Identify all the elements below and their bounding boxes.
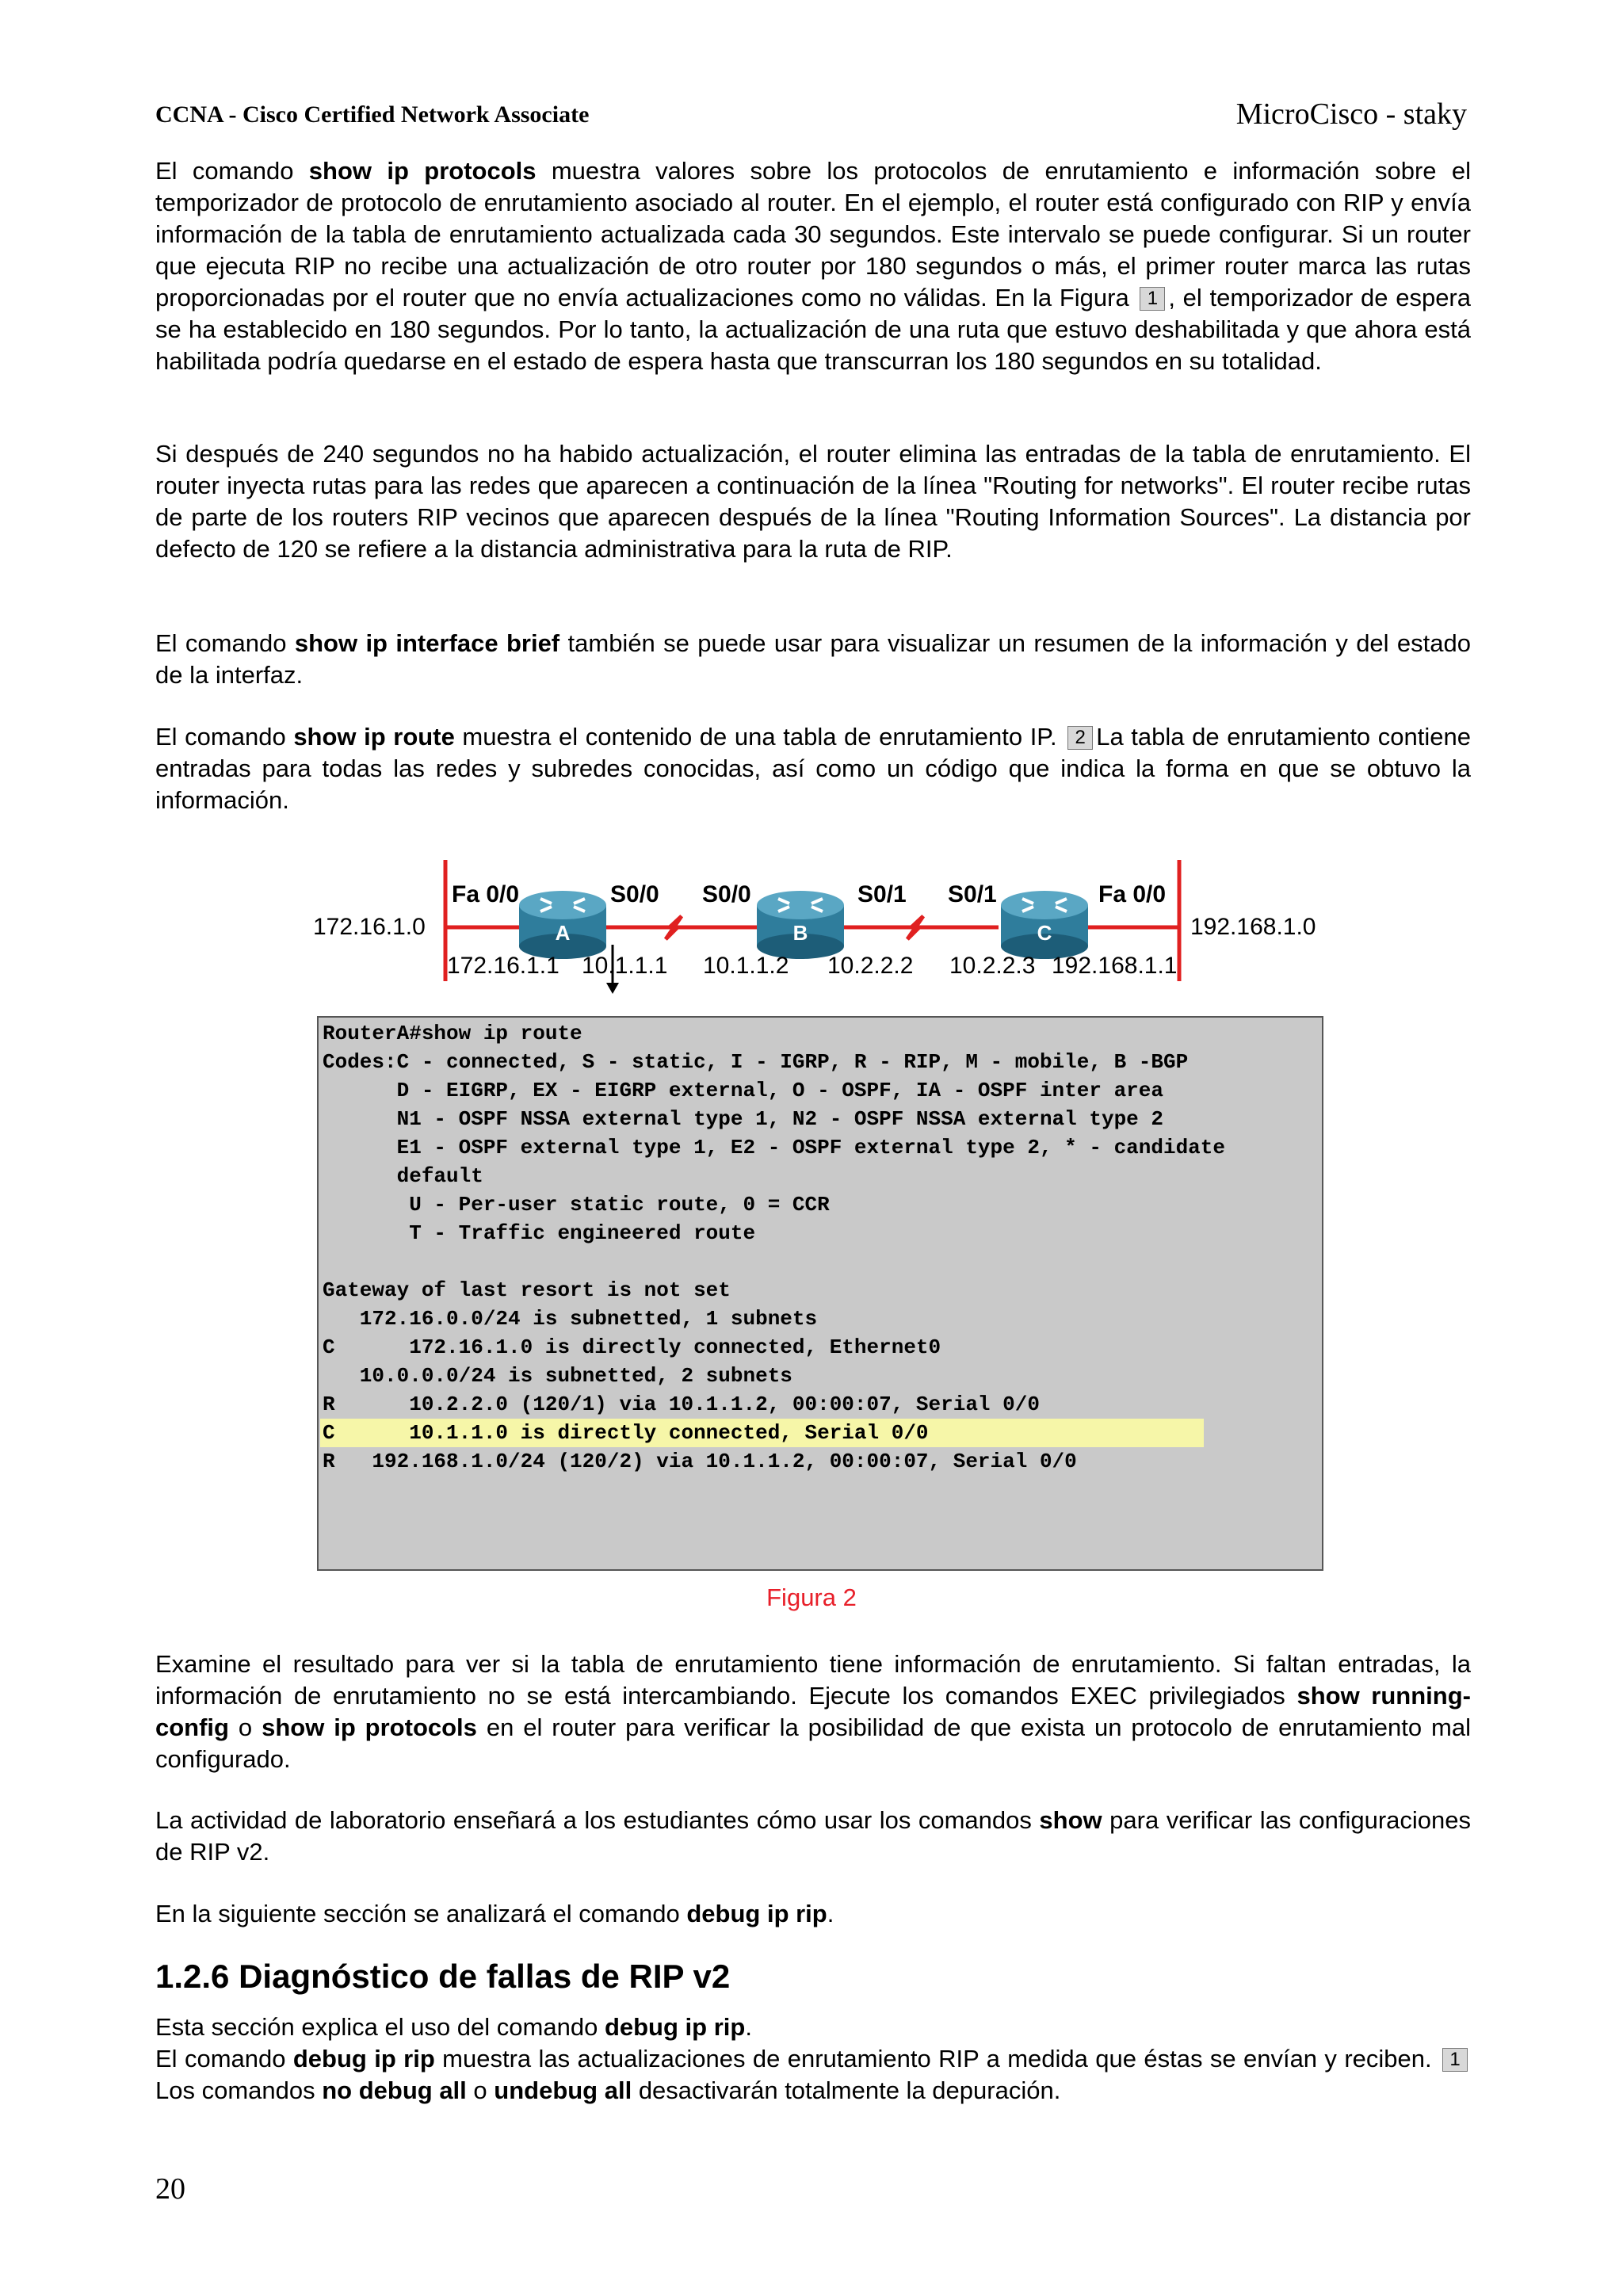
addr-b-s01: 10.2.2.2: [827, 953, 914, 979]
paragraph-timeout: Si después de 240 segundos no ha habido actualización, el router elimina las entradas de la tabla de enrutamiento. El router inyecta rutas para las redes que aparecen a continuación de la línea "Routing for networks". El router recibe rutas de parte de los routers RIP vecinos que aparecen después de la línea "Routing Information Sources". La distancia por defecto de 120 se refiere a la distancia administrativa para la ruta de RIP.: [155, 440, 1471, 563]
paragraph-lab-activity: La actividad de laboratorio enseñará a los estudiantes cómo usar los comandos show para verificar las configuraciones de RIP v2.: [155, 1806, 1471, 1866]
console-line: D - EIGRP, EX - EIGRP external, O - OSPF, IA - OSPF inter area: [323, 1079, 1163, 1102]
console-line: Gateway of last resort is not set: [323, 1278, 731, 1302]
console-line: R 192.168.1.0/24 (120/2) via 10.1.1.2, 00:00:07, Serial 0/0: [323, 1450, 1077, 1473]
router-b-label: B: [792, 921, 808, 945]
iface-b-s01: S0/1: [857, 881, 907, 907]
arrow-head-icon: [606, 983, 619, 994]
serial-link-b-c: [832, 916, 999, 939]
paragraph-next-section: En la siguiente sección se analizará el comando debug ip rip.: [155, 1900, 834, 1927]
iface-a-s00: S0/0: [610, 881, 659, 907]
network-topology: [293, 848, 1331, 995]
router-b-icon: [757, 891, 844, 959]
figure-ref-1[interactable]: 1: [1140, 287, 1165, 311]
router-c-label: C: [1037, 921, 1052, 945]
addr-b-s00: 10.1.1.2: [703, 953, 789, 979]
iface-b-s00: S0/0: [702, 881, 751, 907]
router-a-icon: [519, 891, 606, 959]
router-a-label: A: [555, 921, 571, 945]
console-line: U - Per-user static route, 0 = CCR: [323, 1193, 830, 1217]
iface-a-fa00: Fa 0/0: [452, 881, 520, 907]
console-line: E1 - OSPF external type 1, E2 - OSPF external type 2, * - candidate: [323, 1136, 1225, 1159]
console-line: T - Traffic engineered route: [323, 1221, 756, 1245]
page-number: 20: [155, 2172, 185, 2206]
figure-ref-1-debug[interactable]: 1: [1442, 2048, 1468, 2072]
iface-c-fa00: Fa 0/0: [1098, 881, 1167, 907]
console-output: [317, 1016, 1323, 1571]
console-line: C 172.16.1.0 is directly connected, Ethernet0: [323, 1335, 941, 1359]
serial-link-a-b: [590, 916, 757, 939]
console-line: Codes:C - connected, S - static, I - IGRP, R - RIP, M - mobile, B -BGP: [323, 1050, 1189, 1074]
console-line: RouterA#show ip route: [323, 1022, 582, 1045]
right-network-label: 192.168.1.0: [1190, 914, 1316, 940]
addr-a-fa00: 172.16.1.1: [447, 953, 559, 979]
paragraph-show-ip-protocols: El comando show ip protocols muestra valores sobre los protocolos de enrutamiento e información sobre el temporizador de protocolo de enrutamiento asociado al router. En el ejemplo, el router está configurado con RIP y envía información de la tabla de enrutamiento actualizada cada 30 segundos. Este intervalo se puede configurar. Si un router que ejecuta RIP no recibe una actualización de otro router por 180 segundos o más, el primer router marca las rutas proporcionadas por el router que no envía actualizaciones como no válidas. En la Figura 1 , el temporizador de espera se ha establecido en 180 segundos. Por lo tanto, la actualización de una ruta que estuvo deshabilitada y que ahora está habilitada podría quedarse en el estado de espera hasta que transcurran los 180 segundos en su totalidad.: [155, 157, 1471, 375]
console-line: R 10.2.2.0 (120/1) via 10.1.1.2, 00:00:07, Serial 0/0: [323, 1392, 1040, 1416]
addr-c-fa00: 192.168.1.1: [1052, 953, 1178, 979]
paragraph-debug-ip-rip: Esta sección explica el uso del comando debug ip rip. El comando debug ip rip muestra las actualizaciones de enrutamiento RIP a medida que éstas se envían y reciben. 1Los comandos no debug all o undebug all desactivarán totalmente la depuración.: [155, 2011, 1471, 2107]
console-line: 10.0.0.0/24 is subnetted, 2 subnets: [323, 1364, 792, 1388]
section-title: 1.2.6 Diagnóstico de fallas de RIP v2: [155, 1958, 731, 1995]
running-header-left: CCNA - Cisco Certified Network Associate: [155, 101, 590, 128]
figure-caption: Figura 2: [766, 1584, 857, 1611]
figure-ref-2[interactable]: 2: [1067, 726, 1093, 750]
iface-c-s01: S0/1: [948, 881, 997, 907]
console-line: 172.16.0.0/24 is subnetted, 1 subnets: [323, 1307, 818, 1331]
addr-c-s01: 10.2.2.3: [949, 953, 1036, 979]
addr-a-s00: 10.1.1.1: [582, 953, 668, 979]
console-line-highlighted: C 10.1.1.0 is directly connected, Serial 0/0: [323, 1421, 929, 1445]
running-header-right: MicroCisco - staky: [1235, 97, 1467, 131]
left-network-label: 172.16.1.0: [313, 914, 426, 940]
paragraph-show-ip-route: El comando show ip route muestra el contenido de una tabla de enrutamiento IP. 2 La tabla de enrutamiento contiene entradas para todas las redes y subredes conocidas, así como un código que indica la forma en que se obtuvo la información.: [155, 723, 1471, 814]
paragraph-interface-brief: El comando show ip interface brief también se puede usar para visualizar un resumen de la información y del estado de la interfaz.: [155, 629, 1472, 689]
console-line: N1 - OSPF NSSA external type 1, N2 - OSPF NSSA external type 2: [323, 1107, 1163, 1131]
paragraph-examine: Examine el resultado para ver si la tabla de enrutamiento tiene información de enrutamiento. Si faltan entradas, la información de enrutamiento no se está intercambiando. Ejecute los comandos EXEC privilegiados show running-config o show ip protocols en el router para verificar la posibilidad de que exista un protocolo de enrutamiento mal configurado.: [155, 1650, 1471, 1773]
router-c-icon: [1001, 891, 1088, 959]
console-line: default: [323, 1164, 483, 1188]
